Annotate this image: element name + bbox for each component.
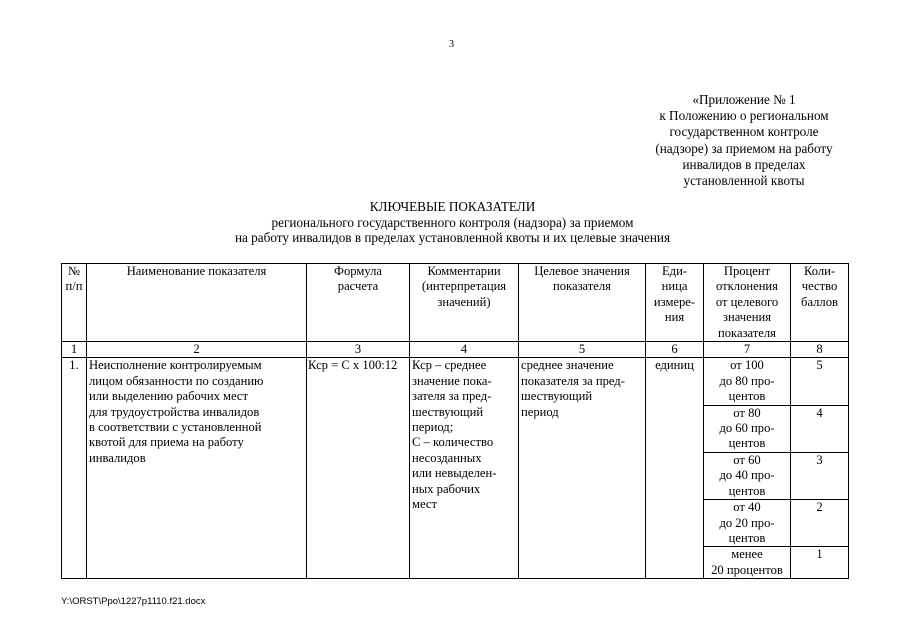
column-number: 2 <box>87 342 307 358</box>
text-line: ных рабочих <box>412 481 481 496</box>
text-line: мест <box>412 497 437 512</box>
text-line: чество <box>801 279 838 294</box>
text-line: показателя <box>718 325 776 340</box>
text-line: от 60 <box>733 452 761 467</box>
appendix-line: установленной квоты <box>683 173 805 189</box>
text-line: баллов <box>801 294 838 309</box>
table-row <box>62 358 849 405</box>
page-number: 3 <box>449 39 454 50</box>
column-number-row <box>62 342 849 358</box>
header-cell-target <box>519 264 646 342</box>
text-line: шествующий <box>412 404 484 419</box>
text-line: центов <box>728 483 766 498</box>
text-line: центов <box>728 436 766 451</box>
column-number: 5 <box>519 342 646 358</box>
text-line: до 80 про- <box>719 373 775 388</box>
row-number: 1. <box>62 358 87 579</box>
text-line: измере- <box>653 294 696 309</box>
text-line: до 20 про- <box>719 515 775 530</box>
text-line: № <box>67 264 81 278</box>
points: 1 <box>791 547 849 579</box>
text-line: от целевого <box>715 294 779 309</box>
comment <box>410 358 519 579</box>
key-indicators-table <box>61 263 849 579</box>
text-line: в соответствии с установленной <box>89 420 262 435</box>
deviation-range <box>704 547 791 579</box>
text-line: менее <box>731 547 763 562</box>
column-number: 4 <box>410 342 519 358</box>
text-line: лицом обязанности по созданию <box>89 373 264 388</box>
header-cell-comments <box>410 264 519 342</box>
appendix-line: «Приложение № 1 <box>692 92 796 107</box>
text-line: Целевое значения <box>534 264 630 278</box>
column-number: 8 <box>791 342 849 358</box>
text-line: инвалидов <box>89 450 146 465</box>
text-line: Еди- <box>661 264 688 278</box>
text-line: ния <box>664 310 685 325</box>
points: 3 <box>791 452 849 499</box>
column-number: 6 <box>646 342 704 358</box>
text-line: от 80 <box>733 405 761 420</box>
points: 2 <box>791 500 849 547</box>
text-line: Коли- <box>803 264 836 278</box>
text-line: от 40 <box>733 500 761 515</box>
text-line: период; <box>412 420 454 435</box>
text-line: от 100 <box>730 358 764 373</box>
text-line: значение пока- <box>412 373 492 388</box>
text-line: ница <box>661 279 688 294</box>
text-line: расчета <box>337 279 379 294</box>
deviation-range <box>704 358 791 405</box>
text-line: С – количество <box>412 435 494 450</box>
text-line: (интерпретация <box>421 279 507 294</box>
text-line: центов <box>728 389 766 404</box>
indicator-name <box>87 358 307 579</box>
title-subtitle-line-2: на работу инвалидов в пределах установленной квоты и их целевые значения <box>234 230 671 245</box>
text-line: до 40 про- <box>719 468 775 483</box>
column-number: 3 <box>307 342 410 358</box>
text-line: квотой для приема на работу <box>89 435 244 450</box>
header-cell-points <box>791 264 849 342</box>
text-line: Неисполнение контролируемым <box>89 358 262 373</box>
target-value <box>519 358 646 579</box>
points: 4 <box>791 405 849 452</box>
appendix-reference <box>600 92 888 189</box>
text-line: Кср – среднее <box>412 358 487 373</box>
title-subtitle-line-1: регионального государственного контроля (надзора) за приемом <box>271 214 634 230</box>
deviation-range <box>704 500 791 547</box>
text-line: или невыделен- <box>412 466 497 481</box>
text-line: или выделению рабочих мест <box>89 389 248 404</box>
appendix-line: к Положению о региональном <box>659 108 829 124</box>
appendix-line: инвалидов в пределах <box>682 156 806 172</box>
text-line: показателя за пред- <box>521 373 625 388</box>
file-path-footer: Y:\ORST\Ppo\1227p1110.f21.docx <box>61 596 206 607</box>
deviation-range <box>704 452 791 499</box>
text-line: зателя за пред- <box>412 389 492 404</box>
header-cell-indicator-name <box>87 264 307 342</box>
deviation-range <box>704 405 791 452</box>
unit: единиц <box>646 358 704 579</box>
text-line: до 60 про- <box>719 421 775 436</box>
header-cell-deviation-percent <box>704 264 791 342</box>
points: 5 <box>791 358 849 405</box>
text-line: Формула <box>334 264 382 278</box>
text-line: Наименование показателя <box>126 264 267 278</box>
text-line: 20 процентов <box>711 562 783 577</box>
text-line: для трудоустройства инвалидов <box>89 404 260 419</box>
text-line: центов <box>728 530 766 545</box>
text-line: значений) <box>437 294 491 309</box>
text-line: показателя <box>553 279 611 294</box>
text-line: Комментарии <box>427 264 501 278</box>
text-line: значения <box>723 310 771 325</box>
text-line: шествующий <box>521 389 593 404</box>
text-line: среднее значение <box>521 358 614 373</box>
appendix-line: (надзоре) за приемом на работу <box>655 140 833 156</box>
text-line: период <box>521 404 559 419</box>
table-header-row <box>62 264 849 342</box>
document-title <box>100 199 805 246</box>
column-number: 7 <box>704 342 791 358</box>
text-line: Процент <box>723 264 771 278</box>
header-cell-unit <box>646 264 704 342</box>
header-cell-formula <box>307 264 410 342</box>
header-cell-number <box>62 264 87 342</box>
formula: Кср = С х 100:12 <box>307 358 410 579</box>
text-line: п/п <box>65 279 83 294</box>
title-heading: КЛЮЧЕВЫЕ ПОКАЗАТЕЛИ <box>369 199 536 214</box>
column-number: 1 <box>62 342 87 358</box>
text-line: несозданных <box>412 450 482 465</box>
appendix-line: государственном контроле <box>669 124 819 140</box>
text-line: отклонения <box>716 279 778 294</box>
